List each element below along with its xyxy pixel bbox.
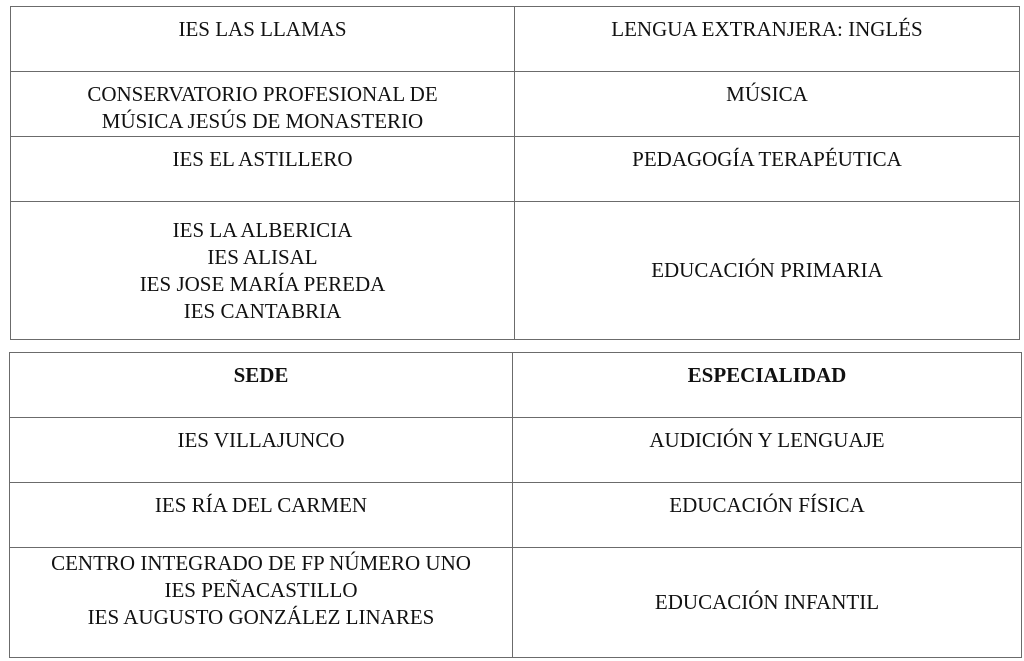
- sede-name: IES ALISAL: [207, 244, 318, 269]
- especialidad-cell: EDUCACIÓN PRIMARIA: [515, 202, 1020, 340]
- table-row: [11, 137, 1020, 202]
- especialidad-cell: LENGUA EXTRANJERA: INGLÉS: [515, 7, 1020, 72]
- sede-cell: [10, 483, 513, 548]
- especialidad-cell: EDUCACIÓN FÍSICA: [513, 483, 1022, 548]
- especialidad-cell: EDUCACIÓN INFANTIL: [513, 548, 1022, 658]
- sede-cell: [11, 202, 515, 340]
- sede-name: IES JOSE MARÍA PEREDA: [139, 271, 386, 296]
- sede-header: SEDE: [10, 353, 513, 418]
- sede-name: IES RÍA DEL CARMEN: [154, 493, 368, 517]
- especialidad-header: ESPECIALIDAD: [513, 353, 1022, 418]
- especialidad-cell: PEDAGOGÍA TERAPÉUTICA: [515, 137, 1020, 202]
- table-header-row: [10, 353, 1022, 418]
- sede-name: IES LAS LLAMAS: [178, 17, 347, 41]
- sede-name: IES CANTABRIA: [183, 298, 342, 323]
- sede-name: IES LA ALBERICIA: [172, 217, 353, 242]
- table-row: [10, 548, 1022, 658]
- table-row: [10, 483, 1022, 548]
- table-row: [10, 418, 1022, 483]
- especialidad-cell: AUDICIÓN Y LENGUAJE: [513, 418, 1022, 483]
- sede-name: CENTRO INTEGRADO DE FP NÚMERO UNO: [51, 551, 471, 575]
- table-row: [11, 7, 1020, 72]
- sede-especialidad-table-1: [10, 6, 1020, 340]
- sede-name: MÚSICA JESÚS DE MONASTERIO: [101, 109, 424, 133]
- sede-name: IES VILLAJUNCO: [177, 428, 345, 452]
- sede-name: IES AUGUSTO GONZÁLEZ LINARES: [87, 605, 435, 629]
- sede-name: CONSERVATORIO PROFESIONAL DE: [87, 82, 438, 106]
- sede-cell: [10, 418, 513, 483]
- sede-name: IES EL ASTILLERO: [172, 147, 353, 171]
- sede-cell: [11, 137, 515, 202]
- especialidad-cell: MÚSICA: [515, 72, 1020, 137]
- sede-especialidad-table-2: [9, 352, 1022, 658]
- sede-cell: [11, 72, 515, 137]
- sede-cell: [10, 548, 513, 658]
- sede-name: IES PEÑACASTILLO: [164, 578, 358, 602]
- table-row: [11, 202, 1020, 340]
- sede-cell: [11, 7, 515, 72]
- table-row: [11, 72, 1020, 137]
